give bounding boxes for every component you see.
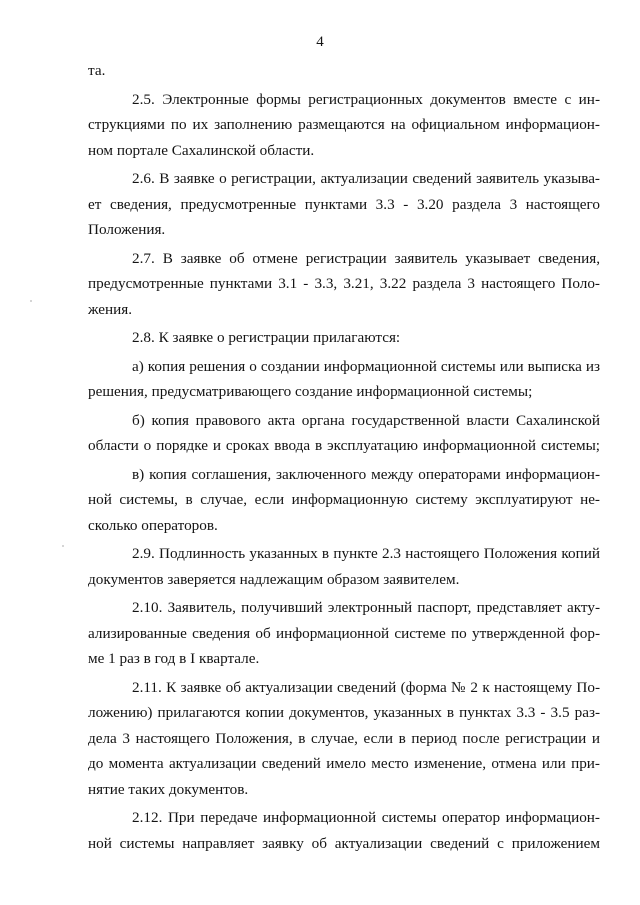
text-line: ной системы направляет заявку об актуализации сведений с приложением <box>88 834 600 852</box>
text-line: б) копия правового акта органа государственной власти Сахалинской <box>132 411 600 429</box>
text-line: дела 3 настоящего Положения, в случае, если в период после регистрации и <box>88 729 600 747</box>
text-line: решения, предусматривающего создание информационной системы; <box>88 383 533 400</box>
scan-speck <box>62 545 64 547</box>
text-line: ме 1 раз в год в I квартале. <box>88 650 260 667</box>
page-number: 4 <box>316 34 324 50</box>
text-line: 2.12. При передаче информационной системы оператор информацион- <box>132 809 600 826</box>
text-line: 2.7. В заявке об отмене регистрации заявитель указывает сведения, <box>132 249 600 267</box>
text-line: сколько операторов. <box>88 516 218 534</box>
text-line: области о порядке и сроках ввода в эксплуатацию информационной системы; <box>88 437 600 454</box>
text-line: 2.9. Подлинность указанных в пункте 2.3 настоящего Положения копий <box>132 545 600 562</box>
text-line: струкциями по их заполнению размещаются на официальном информацион- <box>88 116 600 133</box>
text-line: 2.11. К заявке об актуализации сведений (форма № 2 к настоящему По- <box>132 678 600 696</box>
text-line: ет сведения, предусмотренные пунктами 3.3 - 3.20 раздела 3 настоящего <box>88 195 600 213</box>
text-line: предусмотренные пунктами 3.1 - 3.3, 3.21, 3.22 раздела 3 настоящего Поло- <box>88 275 600 292</box>
text-line: в) копия соглашения, заключенного между операторами информацион- <box>132 465 600 483</box>
text-line: нятие таких документов. <box>88 780 249 798</box>
text-line: 2.5. Электронные формы регистрационных документов вместе с ин- <box>132 90 600 108</box>
text-line: до момента актуализации сведений имело место изменение, отмена или при- <box>88 755 600 772</box>
text-line: ложению) прилагаются копии документов, указанных в пунктах 3.3 - 3.5 раз- <box>88 704 600 721</box>
document-body <box>88 58 600 856</box>
text-line: ной системы, в случае, если информационную систему эксплуатируют не- <box>88 491 600 508</box>
text-line: документов заверяется надлежащим образом заявителем. <box>88 570 460 588</box>
text-line: а) копия решения о создании информационной системы или выписка из <box>132 357 600 375</box>
text-line: 2.8. К заявке о регистрации прилагаются: <box>132 329 401 346</box>
text-line: жения. <box>88 300 133 318</box>
text-line: Положения. <box>88 221 166 238</box>
text-line: та. <box>88 62 106 79</box>
text-line: 2.6. В заявке о регистрации, актуализации сведений заявитель указыва- <box>132 170 600 187</box>
text-line: 2.10. Заявитель, получивший электронный паспорт, представляет акту- <box>132 599 600 616</box>
scan-speck <box>30 300 32 302</box>
text-line: ном портале Сахалинской области. <box>88 141 315 159</box>
text-line: ализированные сведения об информационной системе по утвержденной фор- <box>88 624 600 642</box>
